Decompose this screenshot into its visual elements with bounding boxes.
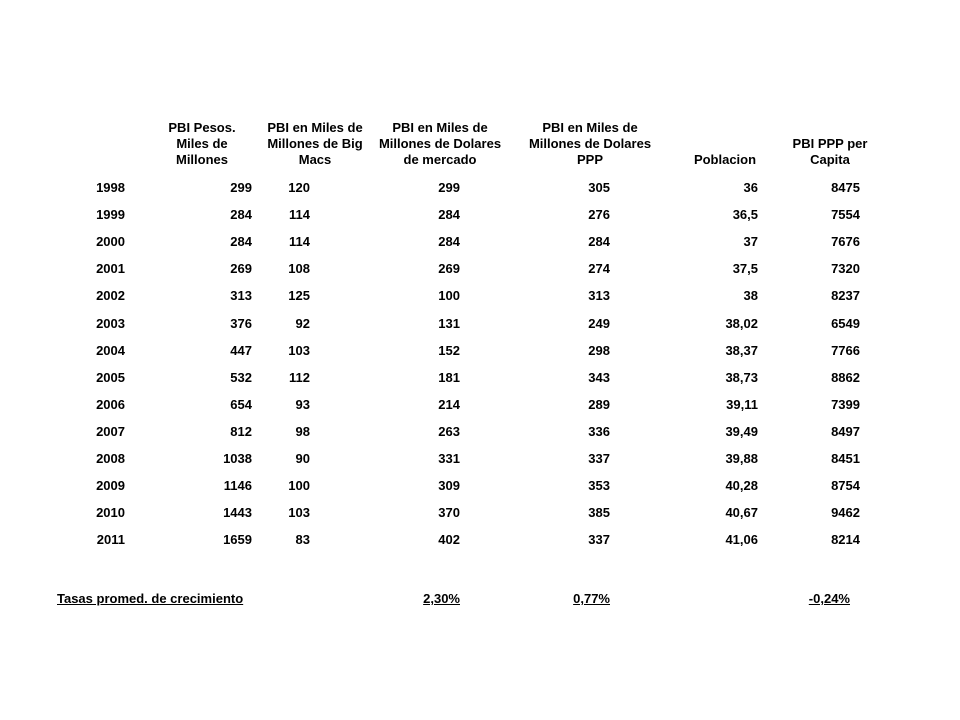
pbi-ppp-per-capita-cell: 8754 [831, 478, 860, 493]
pbi-pesos-cell: 284 [230, 207, 252, 222]
pbi-big-macs-cell: 92 [295, 316, 310, 331]
pbi-pesos-cell: 447 [230, 343, 252, 358]
pbi-big-macs-cell: 103 [288, 343, 310, 358]
pbi-usd-ppp-cell: 337 [588, 532, 610, 547]
pbi-ppp-per-capita-cell: 6549 [831, 316, 860, 331]
pbi-big-macs-cell: 103 [288, 505, 310, 520]
year-cell: 2005 [96, 370, 125, 385]
pbi-pesos-cell: 299 [230, 180, 252, 195]
year-cell: 2002 [96, 288, 125, 303]
header-pbi-usd-ppp: PBI en Miles de Millones de Dolares PPP [528, 120, 652, 167]
pbi-ppp-per-capita-cell: 8862 [831, 370, 860, 385]
pbi-big-macs-cell: 112 [289, 370, 310, 385]
pbi-ppp-per-capita-cell: 7320 [831, 261, 860, 276]
pbi-big-macs-cell: 114 [289, 207, 310, 222]
pbi-usd-ppp-cell: 276 [588, 207, 610, 222]
pbi-pesos-cell: 284 [230, 234, 252, 249]
pbi-ppp-per-capita-cell: 8497 [831, 424, 860, 439]
year-cell: 2003 [96, 316, 125, 331]
pbi-usd-market-cell: 214 [438, 397, 460, 412]
pbi-pesos-cell: 532 [230, 370, 252, 385]
pbi-ppp-per-capita-cell: 8214 [831, 532, 860, 547]
growth-rates-label: Tasas promed. de crecimiento [57, 591, 244, 606]
year-cell: 2009 [96, 478, 125, 493]
poblacion-cell: 40,28 [725, 478, 758, 493]
growth-rate-ppp-usd: 0,77% [573, 591, 610, 606]
pbi-ppp-per-capita-cell: 8451 [831, 451, 860, 466]
poblacion-cell: 38,02 [725, 316, 758, 331]
year-cell: 2000 [96, 234, 125, 249]
growth-rate-ppp-per-capita: -0,24% [808, 591, 850, 606]
pbi-pesos-cell: 1443 [223, 505, 252, 520]
pbi-big-macs-cell: 98 [295, 424, 310, 439]
poblacion-cell: 39,88 [725, 451, 758, 466]
pbi-usd-market-cell: 370 [438, 505, 460, 520]
poblacion-cell: 39,49 [725, 424, 758, 439]
pbi-ppp-per-capita-cell: 8475 [831, 180, 860, 195]
pbi-usd-market-cell: 284 [438, 234, 460, 249]
pbi-big-macs-cell: 114 [289, 234, 310, 249]
pbi-pesos-cell: 654 [230, 397, 252, 412]
header-pbi-ppp-per-capita: PBI PPP per Capita [792, 136, 868, 167]
year-cell: 2011 [96, 532, 125, 547]
pbi-usd-market-cell: 263 [438, 424, 460, 439]
pbi-usd-ppp-cell: 274 [588, 261, 610, 276]
poblacion-cell: 36,5 [732, 207, 758, 222]
pbi-big-macs-cell: 108 [288, 261, 310, 276]
pbi-ppp-per-capita-cell: 9462 [831, 505, 860, 520]
pbi-usd-ppp-cell: 313 [588, 288, 610, 303]
year-cell: 1998 [96, 180, 125, 195]
pbi-ppp-per-capita-cell: 7399 [831, 397, 860, 412]
poblacion-cell: 39,11 [726, 397, 758, 412]
pbi-usd-ppp-cell: 336 [588, 424, 610, 439]
pbi-usd-ppp-cell: 284 [588, 234, 610, 249]
pbi-usd-ppp-cell: 305 [588, 180, 610, 195]
pbi-pesos-cell: 269 [230, 261, 252, 276]
pbi-usd-ppp-cell: 385 [588, 505, 610, 520]
pbi-big-macs-cell: 83 [295, 532, 310, 547]
pbi-usd-ppp-cell: 289 [588, 397, 610, 412]
year-cell: 2010 [96, 505, 125, 520]
pbi-usd-market-cell: 402 [438, 532, 460, 547]
pbi-big-macs-cell: 120 [288, 180, 310, 195]
poblacion-cell: 37,5 [732, 261, 758, 276]
poblacion-cell: 37 [743, 234, 758, 249]
poblacion-cell: 41,06 [725, 532, 758, 547]
pbi-big-macs-cell: 125 [288, 288, 310, 303]
year-cell: 2007 [96, 424, 125, 439]
header-pbi-pesos: PBI Pesos. Miles de Millones [168, 120, 236, 167]
growth-rate-market-usd: 2,30% [423, 591, 460, 606]
pbi-usd-ppp-cell: 298 [588, 343, 610, 358]
header-poblacion: Poblacion [693, 152, 757, 167]
pbi-usd-market-cell: 299 [438, 180, 460, 195]
pbi-ppp-per-capita-cell: 8237 [831, 288, 860, 303]
year-cell: 2008 [96, 451, 125, 466]
year-cell: 2004 [96, 343, 125, 358]
poblacion-cell: 38,37 [725, 343, 758, 358]
pbi-usd-ppp-cell: 337 [588, 451, 610, 466]
pbi-ppp-per-capita-cell: 7554 [831, 207, 860, 222]
year-cell: 2001 [96, 261, 125, 276]
pbi-big-macs-cell: 93 [295, 397, 310, 412]
pbi-pesos-cell: 1146 [223, 478, 252, 493]
pbi-usd-ppp-cell: 343 [588, 370, 610, 385]
pbi-ppp-per-capita-cell: 7676 [831, 234, 860, 249]
pbi-usd-market-cell: 152 [438, 343, 460, 358]
pbi-pesos-cell: 1038 [223, 451, 252, 466]
poblacion-cell: 40,67 [725, 505, 758, 520]
pbi-usd-market-cell: 331 [438, 451, 460, 466]
pbi-ppp-per-capita-cell: 7766 [831, 343, 860, 358]
year-cell: 1999 [96, 207, 125, 222]
pbi-big-macs-cell: 90 [295, 451, 310, 466]
pbi-pesos-cell: 812 [230, 424, 252, 439]
year-cell: 2006 [96, 397, 125, 412]
pbi-usd-market-cell: 309 [438, 478, 460, 493]
pbi-usd-market-cell: 284 [438, 207, 460, 222]
pbi-usd-ppp-cell: 353 [588, 478, 610, 493]
pbi-usd-market-cell: 181 [438, 370, 460, 385]
pbi-usd-market-cell: 269 [438, 261, 460, 276]
pbi-pesos-cell: 1659 [223, 532, 252, 547]
header-pbi-big-macs: PBI en Miles de Millones de Big Macs [267, 120, 363, 167]
pbi-usd-ppp-cell: 249 [588, 316, 610, 331]
pbi-pesos-cell: 313 [230, 288, 252, 303]
poblacion-cell: 36 [743, 180, 758, 195]
pbi-pesos-cell: 376 [230, 316, 252, 331]
pbi-usd-market-cell: 131 [438, 316, 460, 331]
poblacion-cell: 38,73 [725, 370, 758, 385]
pbi-big-macs-cell: 100 [288, 478, 310, 493]
poblacion-cell: 38 [743, 288, 758, 303]
pbi-usd-market-cell: 100 [438, 288, 460, 303]
header-pbi-usd-market: PBI en Miles de Millones de Dolares de mercado [378, 120, 502, 167]
